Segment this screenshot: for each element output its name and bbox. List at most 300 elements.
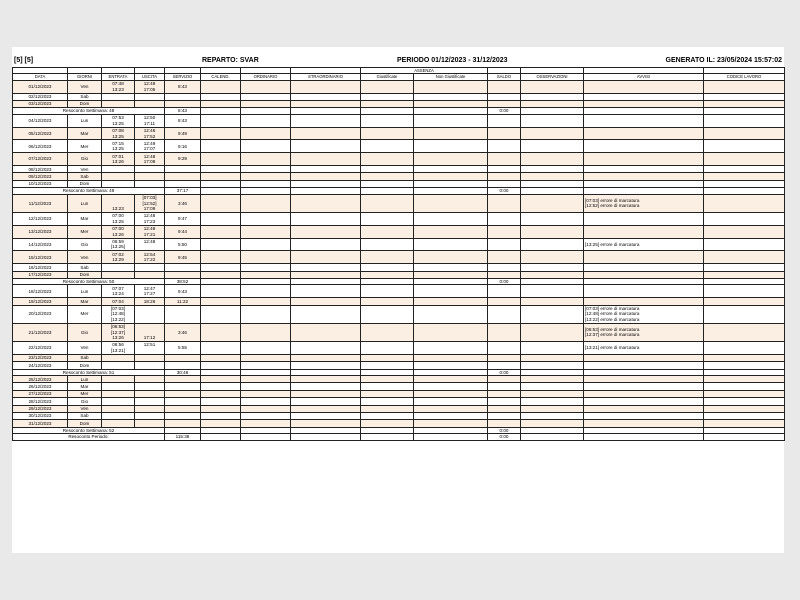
justified-cell: [361, 285, 414, 298]
work-code-cell: [704, 413, 785, 420]
entry-cell-line: 13:26: [112, 335, 124, 341]
date-cell: 02/12/2023: [13, 93, 68, 100]
table-row: [13, 420, 785, 427]
service-cell: [165, 305, 201, 323]
date-cell: 14/12/2023: [13, 238, 68, 251]
calend-cell: [201, 153, 241, 166]
date-cell: 27/12/2023: [13, 390, 68, 397]
warnings-cell: [584, 180, 704, 187]
unjustified-cell: [414, 383, 488, 390]
overtime-cell: [291, 362, 361, 369]
unjustified-cell: [414, 180, 488, 187]
unjustified-cell: [414, 80, 488, 93]
department-label: REPARTO: SVAR: [202, 57, 259, 64]
observations-cell: [521, 194, 584, 212]
service-cell: 3:46: [165, 194, 201, 212]
service-cell: [165, 398, 201, 405]
col-calend: CALEND.: [201, 74, 241, 80]
service-cell: [165, 390, 201, 397]
entry-cell: [102, 341, 135, 354]
exit-cell: [135, 354, 165, 361]
exit-cell-line: 12:47: [143, 285, 156, 291]
ordinary-cell: [241, 354, 291, 361]
calend-cell: [201, 405, 241, 412]
entry-cell-line: 13:23: [112, 206, 124, 212]
ordinary-cell: [241, 238, 291, 251]
service-cell: 8:43: [165, 80, 201, 93]
col-servizio: SERVIZIO: [165, 74, 201, 80]
overtime-cell: [291, 153, 361, 166]
calend-cell: [201, 376, 241, 383]
exit-cell-line: 12:48: [143, 239, 156, 245]
entry-cell: [102, 238, 135, 251]
unjustified-cell: [414, 194, 488, 212]
warnings-cell: [584, 398, 704, 405]
table-row: [13, 180, 785, 187]
ordinary-cell: [241, 180, 291, 187]
work-code-cell: [704, 114, 785, 127]
service-cell: [165, 413, 201, 420]
justified-cell: [361, 140, 414, 153]
warnings-cell: [584, 434, 704, 441]
entry-cell-line: [12:48]: [110, 311, 126, 317]
warnings-cell-line: [12:37] errore di marcatura: [585, 332, 640, 338]
table-row: [13, 80, 785, 93]
weekday-cell: Gio: [68, 153, 102, 166]
service-cell: 9:45: [165, 251, 201, 264]
table-row: [13, 413, 785, 420]
service-cell: [165, 405, 201, 412]
exit-cell: [135, 166, 165, 173]
unjustified-cell: [414, 434, 488, 441]
exit-cell-line: 17:52: [143, 133, 156, 139]
warnings-cell-line: [07:03] errore di marcatura: [585, 197, 640, 203]
entry-cell: [102, 420, 135, 427]
warnings-cell: [584, 166, 704, 173]
weekday-cell: Mer: [68, 225, 102, 238]
warnings-cell: [584, 264, 704, 271]
entry-cell-line: [13:21]: [110, 347, 126, 353]
table-row: [13, 251, 785, 264]
entry-cell: [102, 305, 135, 323]
ordinary-cell: [241, 153, 291, 166]
work-code-cell: [704, 166, 785, 173]
exit-cell-line: 12:51: [143, 342, 156, 348]
service-cell: [165, 271, 201, 278]
warnings-cell-line: [13:21] errore di marcatura: [585, 345, 640, 351]
calend-cell: [201, 166, 241, 173]
service-cell: 9:43: [165, 285, 201, 298]
ordinary-cell: [241, 341, 291, 354]
week-summary-label: Resoconto Settimana: 50: [13, 278, 165, 285]
unjustified-cell: [414, 285, 488, 298]
overtime-cell: [291, 101, 361, 108]
ordinary-cell: [241, 298, 291, 305]
entry-cell-line: 07:53: [112, 115, 124, 121]
date-cell: 08/12/2023: [13, 166, 68, 173]
exit-cell: [135, 264, 165, 271]
calend-cell: [201, 194, 241, 212]
unjustified-cell: [414, 420, 488, 427]
work-code-cell: [704, 153, 785, 166]
exit-cell-line: 17:08: [143, 159, 156, 165]
entry-cell-line: [13:25]: [110, 244, 126, 250]
unjustified-cell: [414, 140, 488, 153]
service-cell: 9:44: [165, 225, 201, 238]
entry-cell-line: 07:01: [112, 153, 124, 159]
date-cell: 25/12/2023: [13, 376, 68, 383]
balance-cell: [488, 341, 521, 354]
entry-cell-line: 13:25: [112, 120, 124, 126]
work-code-cell: [704, 398, 785, 405]
work-code-cell: [704, 390, 785, 397]
service-cell: 3:46: [165, 323, 201, 341]
col-straordinario: STRAORDINARIO: [291, 74, 361, 80]
table-row: [13, 305, 785, 323]
ordinary-cell: [241, 194, 291, 212]
entry-cell: [102, 413, 135, 420]
entry-cell: [102, 271, 135, 278]
work-code-cell: [704, 212, 785, 225]
justified-cell: [361, 180, 414, 187]
observations-cell: [521, 180, 584, 187]
weekday-cell: Ven: [68, 80, 102, 93]
warnings-cell: [584, 225, 704, 238]
work-code-cell: [704, 127, 785, 140]
week-summary-label: Resoconto Settimana: 51: [13, 369, 165, 376]
col-uscita: USCITA: [135, 74, 165, 80]
entry-cell-line: 07:08: [112, 128, 124, 134]
justified-cell: [361, 413, 414, 420]
exit-cell-line: 17:11: [143, 120, 156, 126]
ordinary-cell: [241, 271, 291, 278]
exit-cell: [135, 323, 165, 341]
calend-cell: [201, 390, 241, 397]
entry-cell-line: 13:25: [112, 146, 124, 152]
exit-cell-line: 17:07: [143, 146, 156, 152]
summary-balance-cell: 0:00: [488, 427, 521, 434]
calend-cell: [201, 114, 241, 127]
service-cell: [165, 354, 201, 361]
balance-cell: [488, 180, 521, 187]
ordinary-cell: [241, 398, 291, 405]
balance-cell: [488, 323, 521, 341]
overtime-cell: [291, 225, 361, 238]
justified-cell: [361, 93, 414, 100]
observations-cell: [521, 80, 584, 93]
entry-cell: [102, 390, 135, 397]
ordinary-cell: [241, 420, 291, 427]
work-code-cell: [704, 434, 785, 441]
calend-cell: [201, 251, 241, 264]
overtime-cell: [291, 398, 361, 405]
weekday-cell: Gio: [68, 323, 102, 341]
work-code-cell: [704, 264, 785, 271]
ordinary-cell: [241, 413, 291, 420]
justified-cell: [361, 166, 414, 173]
justified-cell: [361, 251, 414, 264]
overtime-cell: [291, 405, 361, 412]
work-code-cell: [704, 194, 785, 212]
week-summary-label: Resoconto Settimana: 49: [13, 188, 165, 195]
observations-cell: [521, 140, 584, 153]
balance-cell: [488, 194, 521, 212]
entry-cell-line: 07:15: [112, 140, 124, 146]
weekday-cell: Gio: [68, 238, 102, 251]
warnings-cell: [584, 323, 704, 341]
date-cell: 29/12/2023: [13, 405, 68, 412]
col-giustificate: Giustificate: [361, 74, 414, 80]
balance-cell: [488, 305, 521, 323]
unjustified-cell: [414, 305, 488, 323]
entry-cell: [102, 153, 135, 166]
warnings-cell: [584, 80, 704, 93]
warnings-cell: [584, 420, 704, 427]
calend-cell: [201, 238, 241, 251]
work-code-cell: [704, 420, 785, 427]
entry-cell-line: [07:03]: [110, 306, 126, 312]
weekday-cell: Sab: [68, 413, 102, 420]
overtime-cell: [291, 434, 361, 441]
ordinary-cell: [241, 114, 291, 127]
week-summary-label: Resoconto Settimana: 52: [13, 427, 165, 434]
entry-cell-line: 07:48: [112, 81, 124, 87]
entry-cell: [102, 93, 135, 100]
col-osservazioni: OSSERVAZIONI: [521, 74, 584, 80]
exit-cell-line: 12:49: [143, 226, 156, 232]
overtime-cell: [291, 390, 361, 397]
justified-cell: [361, 398, 414, 405]
warnings-cell-line: [06:53] errore di marcatura: [585, 326, 640, 332]
col-giorni: GIORNI: [68, 74, 102, 80]
warnings-cell: [584, 376, 704, 383]
warnings-cell: [584, 271, 704, 278]
exit-cell: [135, 341, 165, 354]
entry-cell: [102, 298, 135, 305]
warnings-cell-line: [13:22] errore di marcatura: [585, 316, 640, 322]
entry-cell: [102, 127, 135, 140]
table-row: [13, 212, 785, 225]
work-code-cell: [704, 383, 785, 390]
unjustified-cell: [414, 173, 488, 180]
entry-cell-line: [06:53]: [110, 324, 126, 330]
justified-cell: [361, 383, 414, 390]
table-row: [13, 114, 785, 127]
balance-cell: [488, 376, 521, 383]
work-code-cell: [704, 376, 785, 383]
date-cell: 01/12/2023: [13, 80, 68, 93]
balance-cell: [488, 93, 521, 100]
overtime-cell: [291, 413, 361, 420]
date-cell: 26/12/2023: [13, 383, 68, 390]
justified-cell: [361, 153, 414, 166]
ordinary-cell: [241, 390, 291, 397]
entry-cell: [102, 194, 135, 212]
exit-cell: [135, 180, 165, 187]
justified-cell: [361, 341, 414, 354]
observations-cell: [521, 420, 584, 427]
balance-cell: [488, 101, 521, 108]
entry-cell: [102, 354, 135, 361]
exit-cell: [135, 225, 165, 238]
date-cell: 10/12/2023: [13, 180, 68, 187]
entry-cell-line: 13:25: [112, 218, 124, 224]
warnings-cell: [584, 212, 704, 225]
calend-cell: [201, 434, 241, 441]
warnings-cell: [584, 341, 704, 354]
table-row: [13, 298, 785, 305]
exit-cell: [135, 140, 165, 153]
calend-cell: [201, 341, 241, 354]
calend-cell: [201, 212, 241, 225]
exit-cell-line: [135, 244, 164, 249]
observations-cell: [521, 354, 584, 361]
overtime-cell: [291, 140, 361, 153]
overtime-cell: [291, 341, 361, 354]
ordinary-cell: [241, 101, 291, 108]
ordinary-cell: [241, 140, 291, 153]
calend-cell: [201, 420, 241, 427]
ordinary-cell: [241, 285, 291, 298]
warnings-cell: [584, 383, 704, 390]
exit-cell-line: [12:52]: [142, 200, 157, 206]
justified-cell: [361, 323, 414, 341]
work-code-cell: [704, 93, 785, 100]
weekday-cell: Lun: [68, 376, 102, 383]
unjustified-cell: [414, 341, 488, 354]
exit-cell: [135, 285, 165, 298]
overtime-cell: [291, 420, 361, 427]
service-cell: 9:29: [165, 153, 201, 166]
work-code-cell: [704, 298, 785, 305]
calend-cell: [201, 362, 241, 369]
date-cell: 11/12/2023: [13, 194, 68, 212]
work-code-cell: [704, 80, 785, 93]
entry-cell: [102, 225, 135, 238]
exit-cell: [135, 383, 165, 390]
entry-cell-line: 13:23: [112, 86, 124, 92]
observations-cell: [521, 341, 584, 354]
exit-cell: [135, 212, 165, 225]
service-cell: 8:43: [165, 114, 201, 127]
summary-service-cell: 30:46: [165, 369, 201, 376]
unjustified-cell: [414, 413, 488, 420]
summary-service-cell: 115:38: [165, 434, 201, 441]
calend-cell: [201, 93, 241, 100]
overtime-cell: [291, 305, 361, 323]
unjustified-cell: [414, 271, 488, 278]
weekday-cell: Mar: [68, 212, 102, 225]
date-cell: 05/12/2023: [13, 127, 68, 140]
exit-cell: [135, 127, 165, 140]
service-cell: 9:16: [165, 140, 201, 153]
exit-cell: [135, 80, 165, 93]
calend-cell: [201, 298, 241, 305]
table-body: [13, 80, 785, 440]
exit-cell: [135, 362, 165, 369]
date-cell: 17/12/2023: [13, 271, 68, 278]
unjustified-cell: [414, 264, 488, 271]
work-code-cell: [704, 225, 785, 238]
calend-cell: [201, 101, 241, 108]
table-row: [13, 194, 785, 212]
date-cell: 16/12/2023: [13, 264, 68, 271]
table-row: [13, 390, 785, 397]
date-cell: 19/12/2023: [13, 298, 68, 305]
overtime-cell: [291, 127, 361, 140]
unjustified-cell: [414, 101, 488, 108]
date-cell: 24/12/2023: [13, 362, 68, 369]
overtime-cell: [291, 264, 361, 271]
work-code-cell: [704, 271, 785, 278]
calend-cell: [201, 383, 241, 390]
overtime-cell: [291, 114, 361, 127]
ordinary-cell: [241, 93, 291, 100]
observations-cell: [521, 238, 584, 251]
entry-cell: [102, 398, 135, 405]
table-row: [13, 383, 785, 390]
warnings-cell: [584, 405, 704, 412]
summary-service-cell: 37:17: [165, 188, 201, 195]
date-cell: 07/12/2023: [13, 153, 68, 166]
work-code-cell: [704, 180, 785, 187]
ordinary-cell: [241, 166, 291, 173]
overtime-cell: [291, 166, 361, 173]
table-row: [13, 166, 785, 173]
observations-cell: [521, 93, 584, 100]
warnings-cell-line: [07:03] errore di marcatura: [585, 306, 640, 312]
observations-cell: [521, 114, 584, 127]
unjustified-cell: [414, 153, 488, 166]
overtime-cell: [291, 271, 361, 278]
table-row: [13, 271, 785, 278]
calend-cell: [201, 80, 241, 93]
justified-cell: [361, 271, 414, 278]
col-entrata: ENTRATA: [102, 74, 135, 80]
exit-cell: [135, 153, 165, 166]
overtime-cell: [291, 194, 361, 212]
balance-cell: [488, 383, 521, 390]
unjustified-cell: [414, 390, 488, 397]
table-row: [13, 354, 785, 361]
table-row: [13, 398, 785, 405]
weekday-cell: Dom: [68, 362, 102, 369]
exit-cell-line: 17:09: [143, 206, 156, 212]
balance-cell: [488, 285, 521, 298]
observations-cell: [521, 101, 584, 108]
weekday-cell: Ven: [68, 341, 102, 354]
employee-code: [5] [5]: [14, 57, 34, 64]
observations-cell: [521, 251, 584, 264]
entry-cell: [102, 323, 135, 341]
date-cell: 21/12/2023: [13, 323, 68, 341]
observations-cell: [521, 305, 584, 323]
date-cell: 13/12/2023: [13, 225, 68, 238]
week-summary-label: Resoconto Settimana: 48: [13, 108, 165, 115]
ordinary-cell: [241, 305, 291, 323]
exit-cell-line: 12:49: [143, 140, 156, 146]
warnings-cell: [584, 140, 704, 153]
unjustified-cell: [414, 93, 488, 100]
calend-cell: [201, 271, 241, 278]
justified-cell: [361, 238, 414, 251]
overtime-cell: [291, 80, 361, 93]
service-cell: 5:55: [165, 341, 201, 354]
warnings-cell: [584, 362, 704, 369]
entry-cell: [102, 166, 135, 173]
observations-cell: [521, 323, 584, 341]
unjustified-cell: [414, 114, 488, 127]
